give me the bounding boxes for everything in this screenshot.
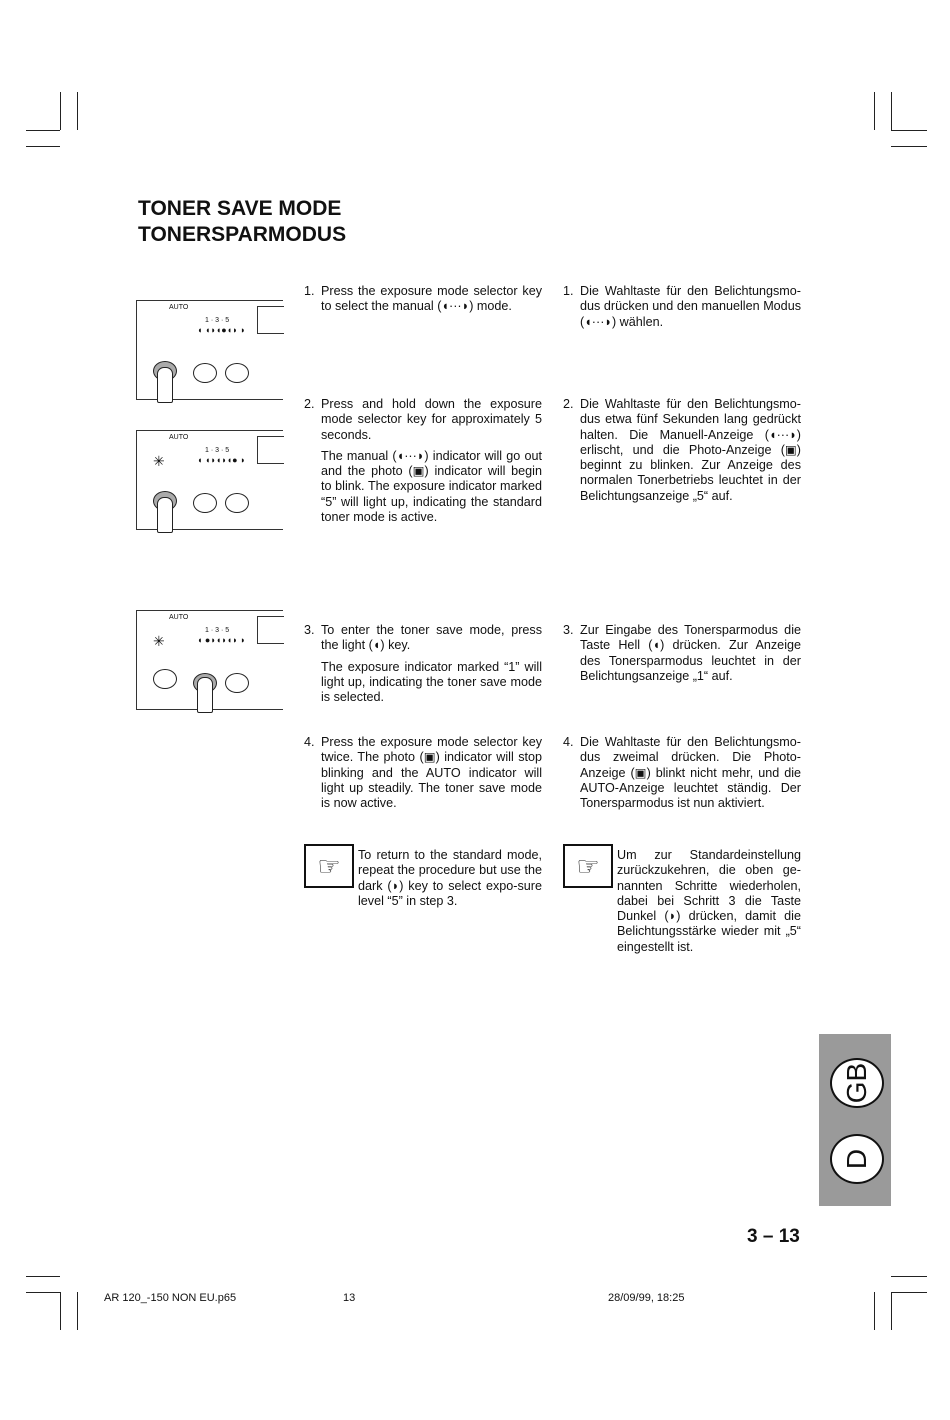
exposure-scale-label: 1 · 3 · 5 <box>205 317 230 324</box>
step-text: Die Wahltaste für den Belichtungsmo-dus etwa fünf Sekunden lang gedrückt halten. Die Manuell-Anzeige (◖···◗) erlischt, und die Photo-Anzeige (▣) beginnt zu blinken. Zur Anzeige des normalen Tonerbetriebs leuchtet in der Belichtungsanzeige „5“ auf. <box>580 397 801 503</box>
crop-mark <box>891 1276 927 1277</box>
finger-pressing <box>157 497 173 533</box>
german-note <box>617 848 801 955</box>
german-step-3 <box>563 623 801 690</box>
finger-pressing <box>157 367 173 403</box>
blinking-indicator-icon: ✳ <box>153 453 165 469</box>
exposure-indicators: ◖ ◖◗◖●◖◗ ◗ <box>197 325 246 335</box>
english-step-1 <box>304 284 542 321</box>
step-text-detail: The manual (◖···◗) indicator will go out and the photo (▣) indicator will begin to blink. The exposure indicator marked “5” will light up, indicating the standard toner mode is active. <box>321 448 542 525</box>
dark-key <box>225 363 249 383</box>
step-number: 3. <box>563 623 574 637</box>
step-number: 1. <box>563 284 574 298</box>
step-text: Press the exposure mode selector key to select the manual (◖···◗) mode. <box>321 284 542 314</box>
step-number: 3. <box>304 623 315 637</box>
light-key <box>193 493 217 513</box>
blinking-indicator-icon: ✳ <box>153 633 165 649</box>
title-english: TONER SAVE MODE <box>138 197 342 220</box>
english-step-2 <box>304 397 542 531</box>
step-text: Press and hold down the exposure mode selector key for approximately 5 seconds. <box>321 397 542 442</box>
panel-edge <box>257 436 284 464</box>
crop-mark <box>26 146 60 147</box>
step-text: Press the exposure mode selector key twice. The photo (▣) indicator will stop blinking and the AUTO indicator will light up steadily. The toner save mode is now active. <box>321 735 542 811</box>
panel-edge <box>257 616 284 644</box>
page-number: 3 – 13 <box>747 1226 800 1247</box>
control-panel-illustration-2 <box>136 430 283 530</box>
crop-mark <box>26 1276 60 1277</box>
light-key <box>193 363 217 383</box>
german-step-2 <box>563 397 801 510</box>
german-step-4 <box>563 735 801 817</box>
note-text: To return to the standard mode, repeat the procedure but use the dark (◗) key to select expo-sure level “5” in step 3. <box>358 848 542 908</box>
exposure-indicators: ◖ ◖◗◖◗◖● ◗ <box>197 455 246 465</box>
crop-mark <box>26 1292 60 1293</box>
exposure-scale-label: 1 · 3 · 5 <box>205 447 230 454</box>
crop-mark <box>891 146 927 147</box>
german-step-1 <box>563 284 801 336</box>
crop-mark <box>77 1292 78 1330</box>
step-number: 2. <box>304 397 315 411</box>
pointing-hand-icon: ☞ <box>304 844 354 888</box>
step-number: 1. <box>304 284 315 298</box>
language-d: D <box>830 1134 884 1184</box>
page-title <box>138 196 346 248</box>
step-number: 4. <box>304 735 315 749</box>
language-tab <box>819 1034 891 1206</box>
exposure-scale-label: 1 · 3 · 5 <box>205 627 230 634</box>
panel-edge <box>257 306 284 334</box>
step-number: 2. <box>563 397 574 411</box>
step-text: Zur Eingabe des Tonersparmodus die Taste Hell (◖) drücken. Zur Anzeige des Tonersparmodus leuchtet in der Belichtungsanzeige „1“ auf. <box>580 623 801 683</box>
crop-mark <box>891 92 892 130</box>
control-panel-illustration-3 <box>136 610 283 710</box>
footer-page: 13 <box>343 1292 356 1304</box>
auto-label: AUTO <box>169 304 189 311</box>
footer-date: 28/09/99, 18:25 <box>608 1292 685 1304</box>
finger-pressing <box>197 677 213 713</box>
english-step-4 <box>304 735 542 817</box>
crop-mark <box>26 130 60 131</box>
crop-mark <box>60 92 61 130</box>
control-panel-illustration-1 <box>136 300 283 400</box>
language-gb: GB <box>830 1058 884 1108</box>
crop-mark <box>60 1292 61 1330</box>
auto-label: AUTO <box>169 434 189 441</box>
crop-mark <box>891 1292 892 1330</box>
step-text: Die Wahltaste für den Belichtungsmo-dus zweimal drücken. Die Photo-Anzeige (▣) blinkt nicht mehr, und die AUTO-Anzeige leuchtet ständig. Der Tonersparmodus ist nun aktiviert. <box>580 735 801 811</box>
step-text-detail: The exposure indicator marked “1” will light up, indicating the toner save mode is selected. <box>321 659 542 705</box>
crop-mark <box>77 92 78 130</box>
dark-key <box>225 493 249 513</box>
exposure-mode-selector-key <box>153 669 177 689</box>
crop-mark <box>891 130 927 131</box>
english-note <box>358 848 542 909</box>
crop-mark <box>891 1292 927 1293</box>
step-text: To enter the toner save mode, press the light (◖) key. <box>321 623 542 653</box>
footer-file: AR 120_-150 NON EU.p65 <box>104 1292 237 1304</box>
step-text: Die Wahltaste für den Belichtungsmo-dus drücken und den manuellen Modus (◖···◗) wählen. <box>580 284 801 329</box>
crop-mark <box>874 92 875 130</box>
english-step-3 <box>304 623 542 711</box>
dark-key <box>225 673 249 693</box>
exposure-indicators: ◖ ●◗◖◗◖◗ ◗ <box>197 635 246 645</box>
title-german: TONERSPARMODUS <box>138 223 347 246</box>
auto-label: AUTO <box>169 614 189 621</box>
step-number: 4. <box>563 735 574 749</box>
pointing-hand-icon: ☞ <box>563 844 613 888</box>
crop-mark <box>874 1292 875 1330</box>
note-text: Um zur Standardeinstellung zurückzukehren, die oben ge-nannten Schritte wiederholen, dabei bei Schritt 3 die Taste Dunkel (◗) drücken, damit die Belichtungsstärke wieder mit „5“ eingestellt ist. <box>617 848 801 954</box>
